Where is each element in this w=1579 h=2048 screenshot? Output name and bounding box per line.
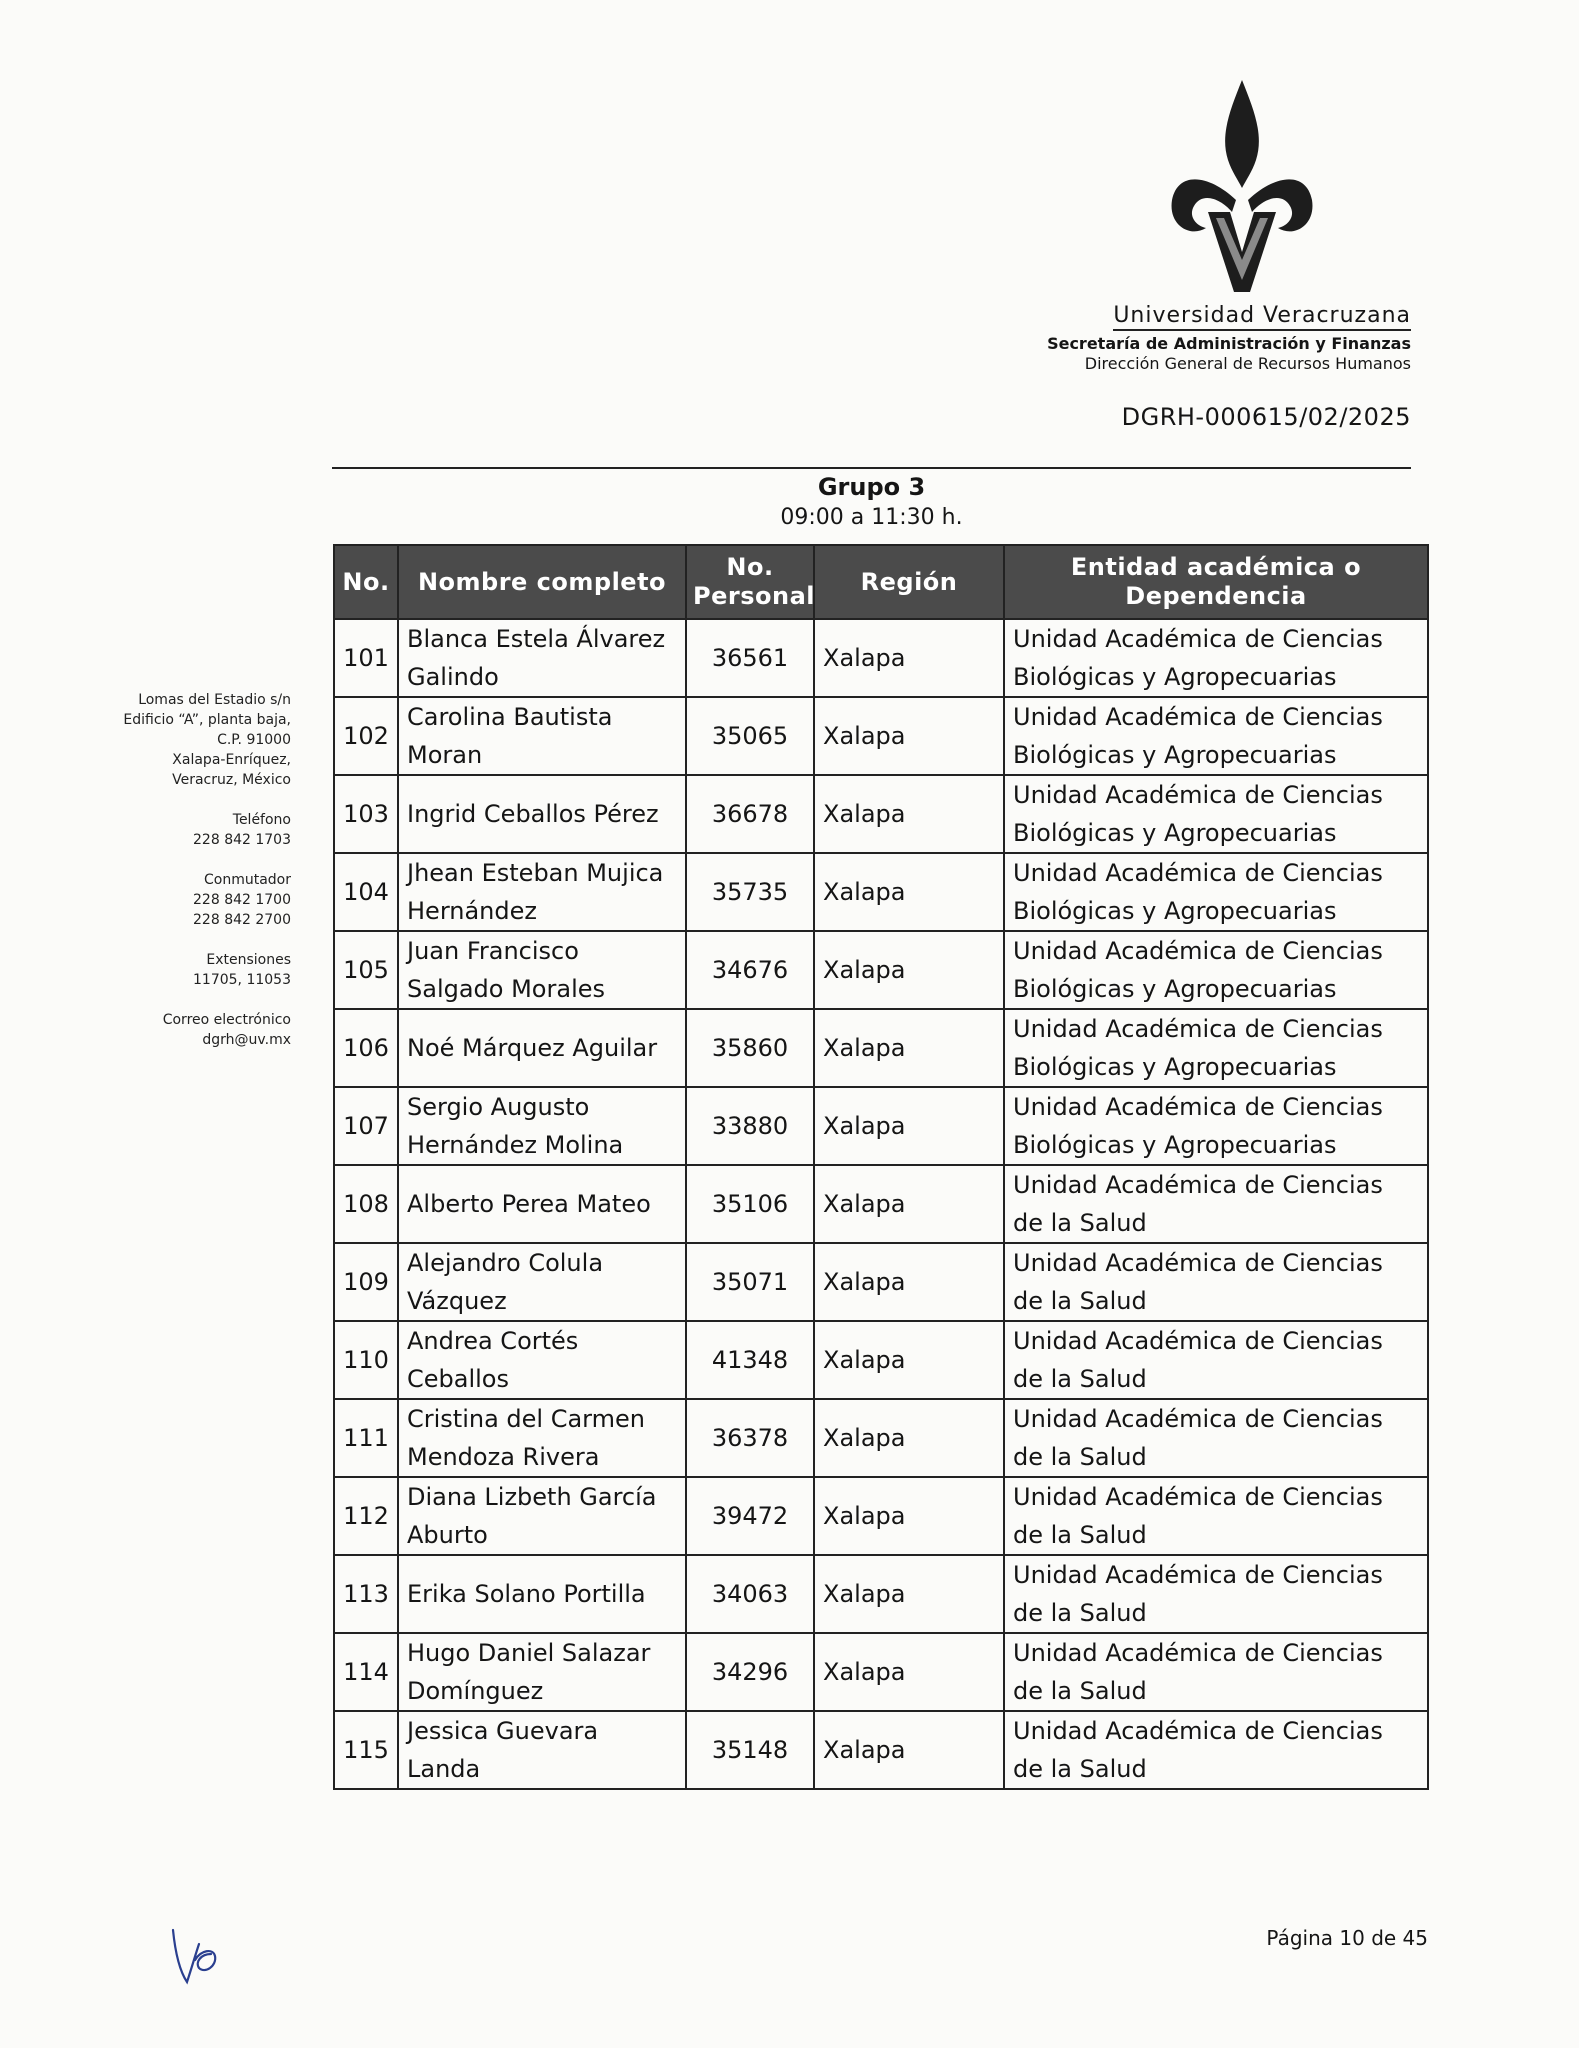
personnel-number: 35071 <box>686 1243 814 1321</box>
row-number: 113 <box>334 1555 398 1633</box>
region: Xalapa <box>814 1477 1004 1555</box>
academic-entity: Unidad Académica de Ciencias Biológicas y Agropecuarias <box>1004 931 1428 1009</box>
personnel-number: 35735 <box>686 853 814 931</box>
group-schedule: 09:00 a 11:30 h. <box>780 505 963 530</box>
academic-entity: Unidad Académica de Ciencias de la Salud <box>1004 1633 1428 1711</box>
address-block <box>123 690 291 790</box>
academic-entity: Unidad Académica de Ciencias de la Salud <box>1004 1165 1428 1243</box>
address-line: Edificio “A”, planta baja, <box>123 712 291 728</box>
group-title: Grupo 3 <box>817 473 926 501</box>
academic-entity: Unidad Académica de Ciencias de la Salud <box>1004 1399 1428 1477</box>
row-number: 112 <box>334 1477 398 1555</box>
page-number: Página 10 de 45 <box>1266 1926 1428 1950</box>
personnel-number: 39472 <box>686 1477 814 1555</box>
table-row <box>334 775 1428 853</box>
switchboard-number: 228 842 1700 <box>193 892 291 908</box>
handwritten-initials <box>165 1920 225 1990</box>
full-name: Noé Márquez Aguilar <box>398 1009 686 1087</box>
region: Xalapa <box>814 1711 1004 1789</box>
row-number: 115 <box>334 1711 398 1789</box>
personnel-number: 35106 <box>686 1165 814 1243</box>
row-number: 109 <box>334 1243 398 1321</box>
full-name: Alberto Perea Mateo <box>398 1165 686 1243</box>
personnel-number: 34676 <box>686 931 814 1009</box>
academic-entity: Unidad Académica de Ciencias Biológicas y Agropecuarias <box>1004 697 1428 775</box>
participants-table <box>333 544 1429 1790</box>
academic-entity: Unidad Académica de Ciencias de la Salud <box>1004 1477 1428 1555</box>
row-number: 111 <box>334 1399 398 1477</box>
extensions-value: 11705, 11053 <box>193 972 291 988</box>
academic-entity: Unidad Académica de Ciencias de la Salud <box>1004 1321 1428 1399</box>
academic-entity: Unidad Académica de Ciencias Biológicas y Agropecuarias <box>1004 1009 1428 1087</box>
direccion-name: Dirección General de Recursos Humanos <box>1084 354 1411 373</box>
row-number: 107 <box>334 1087 398 1165</box>
region: Xalapa <box>814 1009 1004 1087</box>
full-name: Sergio Augusto Hernández Molina <box>398 1087 686 1165</box>
row-number: 108 <box>334 1165 398 1243</box>
email-block <box>123 1010 291 1050</box>
header-name: Nombre completo <box>398 545 686 619</box>
region: Xalapa <box>814 1399 1004 1477</box>
region: Xalapa <box>814 1555 1004 1633</box>
extensions-label: Extensiones <box>206 952 291 968</box>
table-row <box>334 1321 1428 1399</box>
secretaria-name: Secretaría de Administración y Finanzas <box>1047 334 1411 353</box>
table-row <box>334 1477 1428 1555</box>
address-line: Lomas del Estadio s/n <box>138 692 291 708</box>
personnel-number: 35065 <box>686 697 814 775</box>
university-name: Universidad Veracruzana <box>1113 303 1411 331</box>
personnel-number: 34296 <box>686 1633 814 1711</box>
table-row <box>334 931 1428 1009</box>
document-reference: DGRH-000615/02/2025 <box>1121 403 1411 431</box>
phone-label: Teléfono <box>232 812 291 828</box>
full-name: Ingrid Ceballos Pérez <box>398 775 686 853</box>
academic-entity: Unidad Académica de Ciencias de la Salud <box>1004 1243 1428 1321</box>
full-name: Erika Solano Portilla <box>398 1555 686 1633</box>
full-name: Alejandro Colula Vázquez <box>398 1243 686 1321</box>
table-row <box>334 1555 1428 1633</box>
email-address: dgrh@uv.mx <box>202 1032 291 1048</box>
table-row <box>334 853 1428 931</box>
personnel-number: 41348 <box>686 1321 814 1399</box>
full-name: Jhean Esteban Mujica Hernández <box>398 853 686 931</box>
row-number: 110 <box>334 1321 398 1399</box>
table-row <box>334 697 1428 775</box>
table-row <box>334 1633 1428 1711</box>
table-row <box>334 1165 1428 1243</box>
header-personal: No. Personal <box>686 545 814 619</box>
row-number: 102 <box>334 697 398 775</box>
extensions-block <box>123 950 291 990</box>
switchboard-label: Conmutador <box>203 872 291 888</box>
personnel-number: 33880 <box>686 1087 814 1165</box>
region: Xalapa <box>814 1165 1004 1243</box>
academic-entity: Unidad Académica de Ciencias de la Salud <box>1004 1711 1428 1789</box>
academic-entity: Unidad Académica de Ciencias Biológicas y Agropecuarias <box>1004 619 1428 697</box>
contact-sidebar <box>123 690 291 1070</box>
row-number: 103 <box>334 775 398 853</box>
region: Xalapa <box>814 853 1004 931</box>
address-line: C.P. 91000 <box>217 732 291 748</box>
academic-entity: Unidad Académica de Ciencias Biológicas y Agropecuarias <box>1004 775 1428 853</box>
address-line: Xalapa-Enríquez, <box>172 752 291 768</box>
full-name: Blanca Estela Álvarez Galindo <box>398 619 686 697</box>
table-row <box>334 1087 1428 1165</box>
region: Xalapa <box>814 931 1004 1009</box>
personnel-number: 36678 <box>686 775 814 853</box>
address-line: Veracruz, México <box>172 772 291 788</box>
full-name: Hugo Daniel Salazar Domínguez <box>398 1633 686 1711</box>
email-label: Correo electrónico <box>162 1012 291 1028</box>
uv-logo <box>1170 80 1315 295</box>
personnel-number: 34063 <box>686 1555 814 1633</box>
row-number: 114 <box>334 1633 398 1711</box>
full-name: Diana Lizbeth García Aburto <box>398 1477 686 1555</box>
region: Xalapa <box>814 1243 1004 1321</box>
phone-number: 228 842 1703 <box>193 832 291 848</box>
full-name: Carolina Bautista Moran <box>398 697 686 775</box>
table-header-row <box>334 545 1428 619</box>
header-region: Región <box>814 545 1004 619</box>
region: Xalapa <box>814 697 1004 775</box>
switchboard-block <box>123 870 291 930</box>
row-number: 105 <box>334 931 398 1009</box>
region: Xalapa <box>814 1633 1004 1711</box>
header-divider <box>332 467 1411 469</box>
row-number: 106 <box>334 1009 398 1087</box>
personnel-number: 35860 <box>686 1009 814 1087</box>
header-no: No. <box>334 545 398 619</box>
personnel-number: 36561 <box>686 619 814 697</box>
table-row <box>334 619 1428 697</box>
personnel-number: 35148 <box>686 1711 814 1789</box>
personnel-number: 36378 <box>686 1399 814 1477</box>
row-number: 104 <box>334 853 398 931</box>
table-row <box>334 1243 1428 1321</box>
row-number: 101 <box>334 619 398 697</box>
table-row <box>334 1399 1428 1477</box>
academic-entity: Unidad Académica de Ciencias Biológicas y Agropecuarias <box>1004 853 1428 931</box>
full-name: Jessica Guevara Landa <box>398 1711 686 1789</box>
letterhead <box>1047 303 1411 373</box>
table-row <box>334 1009 1428 1087</box>
full-name: Andrea Cortés Ceballos <box>398 1321 686 1399</box>
region: Xalapa <box>814 1321 1004 1399</box>
header-entity: Entidad académica o Dependencia <box>1004 545 1428 619</box>
region: Xalapa <box>814 619 1004 697</box>
region: Xalapa <box>814 775 1004 853</box>
full-name: Cristina del Carmen Mendoza Rivera <box>398 1399 686 1477</box>
table-row <box>334 1711 1428 1789</box>
academic-entity: Unidad Académica de Ciencias de la Salud <box>1004 1555 1428 1633</box>
region: Xalapa <box>814 1087 1004 1165</box>
switchboard-number: 228 842 2700 <box>193 912 291 928</box>
phone-block <box>123 810 291 850</box>
academic-entity: Unidad Académica de Ciencias Biológicas y Agropecuarias <box>1004 1087 1428 1165</box>
full-name: Juan Francisco Salgado Morales <box>398 931 686 1009</box>
